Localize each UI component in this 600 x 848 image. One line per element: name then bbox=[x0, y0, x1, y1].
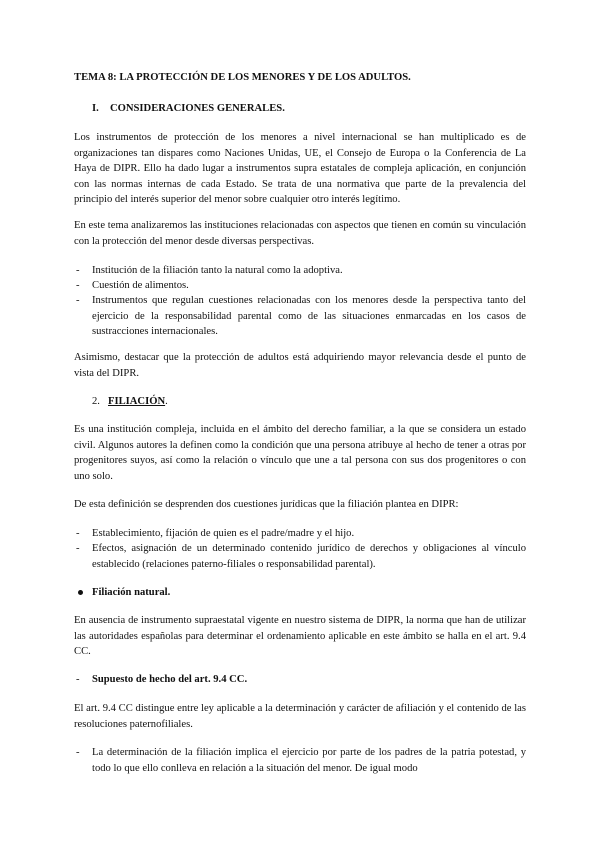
paragraph-distinction: El art. 9.4 CC distingue entre ley aplicable a la determinación y carácter de afiliación y el contenido de las resoluciones paternofiliales. bbox=[74, 703, 526, 730]
list-item: - Instrumentos que regulan cuestiones relacionadas con los menores desde la perspectiva tanto del ejercicio de la responsabilidad parental como de las situaciones enmarcadas en los casos de sustracciones internacionales. bbox=[76, 295, 526, 337]
dash-marker: - bbox=[76, 543, 80, 554]
paragraph-questions: De esta definición se desprenden dos cuestiones jurídicas que la filiación plantea en DIPR: bbox=[74, 499, 459, 510]
dash-marker: - bbox=[76, 265, 80, 276]
section-2-number: 2. bbox=[92, 396, 100, 407]
list-item: - Establecimiento, fijación de quien es el padre/madre y el hijo. bbox=[92, 526, 526, 542]
dash-marker: - bbox=[76, 674, 80, 685]
dash-marker: - bbox=[76, 528, 80, 539]
dash-heading-supuesto: - Supuesto de hecho del art. 9.4 CC. bbox=[92, 672, 526, 688]
dash-marker: - bbox=[76, 280, 80, 291]
list-item: - Cuestión de alimentos. bbox=[92, 278, 526, 294]
paragraph-art-9-4: En ausencia de instrumento supraestatal vigente en nuestro sistema de DIPR, la norma que han de utilizar las autoridades españolas para determinar el ordenamiento aplicable en este ámbito se halla en el art. 9.4 CC. bbox=[74, 615, 526, 657]
section-1-heading bbox=[92, 101, 526, 117]
section-1-number: I. bbox=[92, 103, 99, 114]
paragraph-scope: En este tema analizaremos las instituciones relacionadas con aspectos que tienen en común su vinculación con la protección del menor desde diversas perspectivas. bbox=[74, 220, 526, 247]
section-1-title: CONSIDERACIONES GENERALES. bbox=[110, 103, 285, 114]
section-2-heading: 2. FILIACIÓN. bbox=[92, 396, 168, 407]
dash-marker: - bbox=[76, 295, 80, 306]
paragraph-definition: Es una institución compleja, incluida en el ámbito del derecho familiar, a la que se considera un estado civil. Algunos autores la definen como la condición que una persona atribuye al hecho de tener a otras por progenitores suyos, así como la relación o vínculo que une a tal persona con sus dos progenitores o con uno solo. bbox=[74, 424, 526, 482]
page-title: TEMA 8: LA PROTECCIÓN DE LOS MENORES Y DE LOS ADULTOS. bbox=[74, 72, 411, 83]
bullet-heading-natural: Filiación natural. bbox=[92, 585, 170, 601]
list-item: - Efectos, asignación de un determinado contenido jurídico de derechos y obligaciones al vínculo establecido (relaciones paterno-filiales o responsabilidad parental). bbox=[76, 543, 526, 570]
paragraph-adults: Asimismo, destacar que la protección de adultos está adquiriendo mayor relevancia desde el punto de vista del DIPR. bbox=[74, 352, 526, 379]
paragraph-intro: Los instrumentos de protección de los menores a nivel internacional se han multiplicado es de organizaciones tan dispares como Naciones Unidas, UE, el Consejo de Europa o la Conferencia de La Haya de DIPR. Ello ha dado lugar a instrumentos supra estatales de compleja aplicación, en conjunción con las normas internas de cada Estado. Se trata de una normativa que parte de la prevalencia del principio del interés superior del menor sobre cualquier otro interés legítimo. bbox=[74, 132, 526, 205]
bullet-dot-icon bbox=[78, 590, 83, 595]
list-item: - Institución de la filiación tanto la natural como la adoptiva. bbox=[92, 263, 526, 279]
section-2-title: FILIACIÓN bbox=[108, 396, 166, 407]
list-item: - La determinación de la filiación implica el ejercicio por parte de los padres de la patria potestad, y todo lo que ello conlleva en relación a la situación del menor. De igual modo bbox=[76, 747, 526, 774]
dash-marker: - bbox=[76, 747, 80, 758]
